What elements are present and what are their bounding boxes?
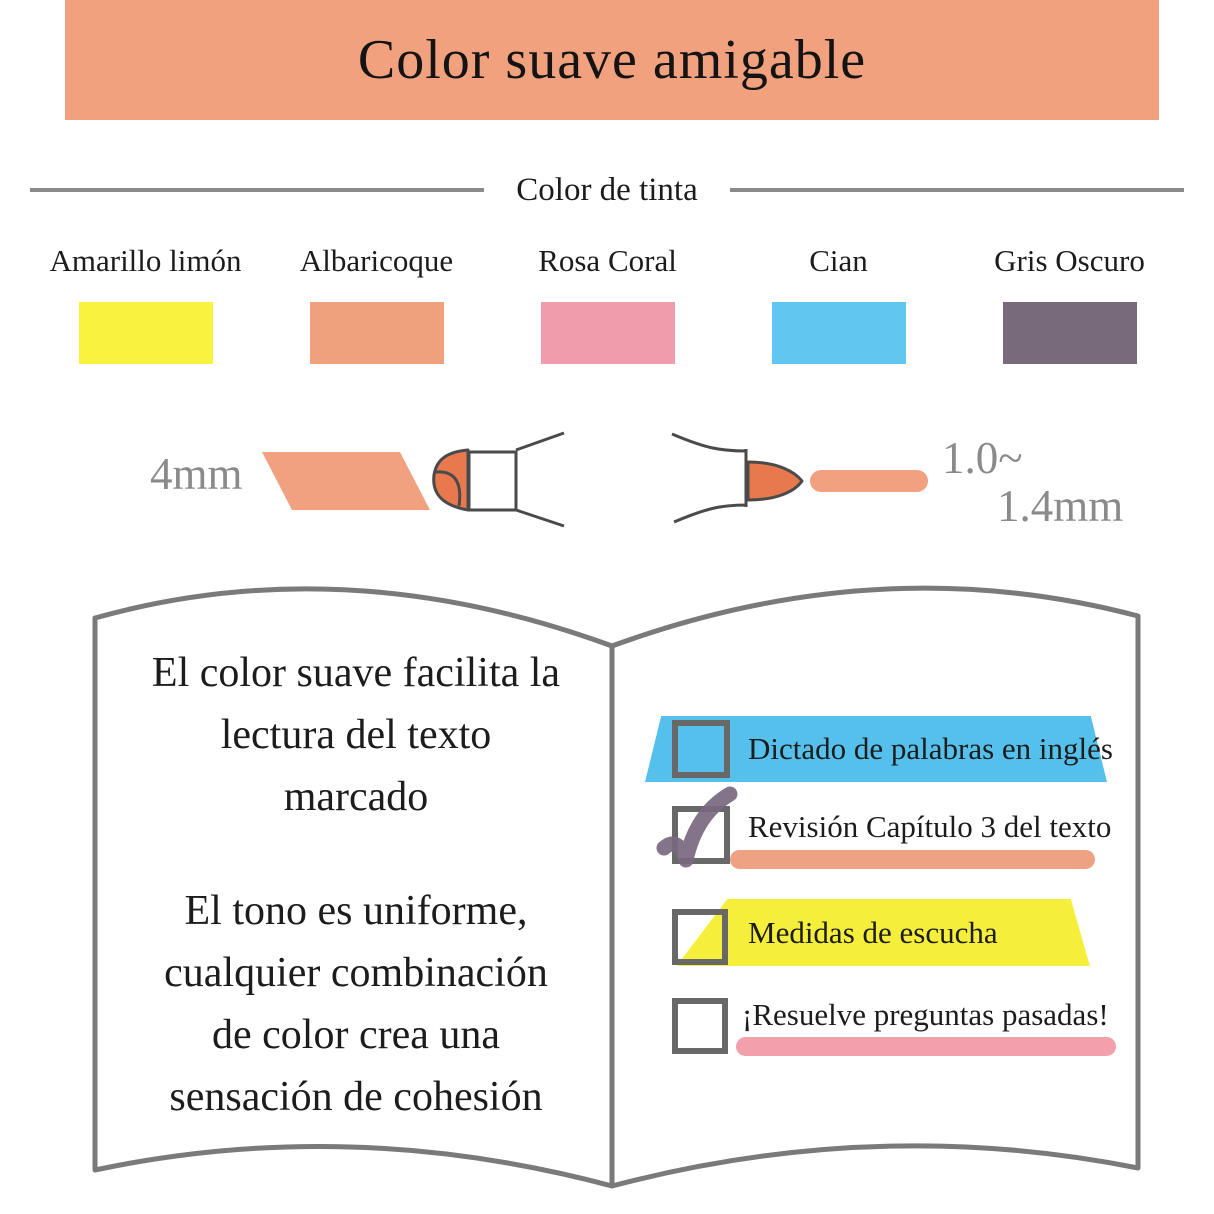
text-line: El color suave facilita la <box>151 650 561 696</box>
chisel-size-label: 4mm <box>150 449 243 499</box>
swatch-label: Gris Oscuro <box>994 243 1145 278</box>
checkbox-item-1 <box>672 720 730 778</box>
swatch-label: Cian <box>809 243 868 278</box>
checklist-item-2-label: Revisión Capítulo 3 del texto <box>748 809 1112 844</box>
text-line: El tono es uniforme, <box>184 888 528 934</box>
page-title: Color suave amigable <box>357 29 867 91</box>
text-line: marcado <box>283 774 429 820</box>
checklist-item-4-label: ¡Resuelve preguntas pasadas! <box>742 997 1109 1032</box>
checklist-item-1-label: Dictado de palabras en inglés <box>748 731 1113 766</box>
ink-color-heading: Color de tinta <box>516 171 698 208</box>
swatch-label: Amarillo limón <box>49 243 242 278</box>
checklist-item-3-label: Medidas de escucha <box>748 914 998 950</box>
text-line: lectura del texto <box>220 712 492 758</box>
book-right-page <box>612 588 1138 1186</box>
swatch-label: Rosa Coral <box>538 243 677 278</box>
text-line: cualquier combinación <box>164 950 548 996</box>
fine-size-label-line2: 1.4mm <box>997 481 1124 531</box>
checkbox-item-3 <box>672 909 728 965</box>
swatch-label: Albaricoque <box>299 243 454 278</box>
checkbox-item-4 <box>672 998 728 1054</box>
pink-underline-stroke <box>736 1037 1116 1056</box>
left-page-copy <box>112 642 600 1128</box>
fine-size-label-line1: 1.0~ <box>942 433 1023 483</box>
text-line: sensación de cohesión <box>169 1074 543 1120</box>
paragraph-uniform-tone <box>112 880 600 1128</box>
text-line: de color crea una <box>212 1012 500 1058</box>
paragraph-soft-color <box>112 642 600 828</box>
apricot-underline-stroke <box>730 850 1095 869</box>
